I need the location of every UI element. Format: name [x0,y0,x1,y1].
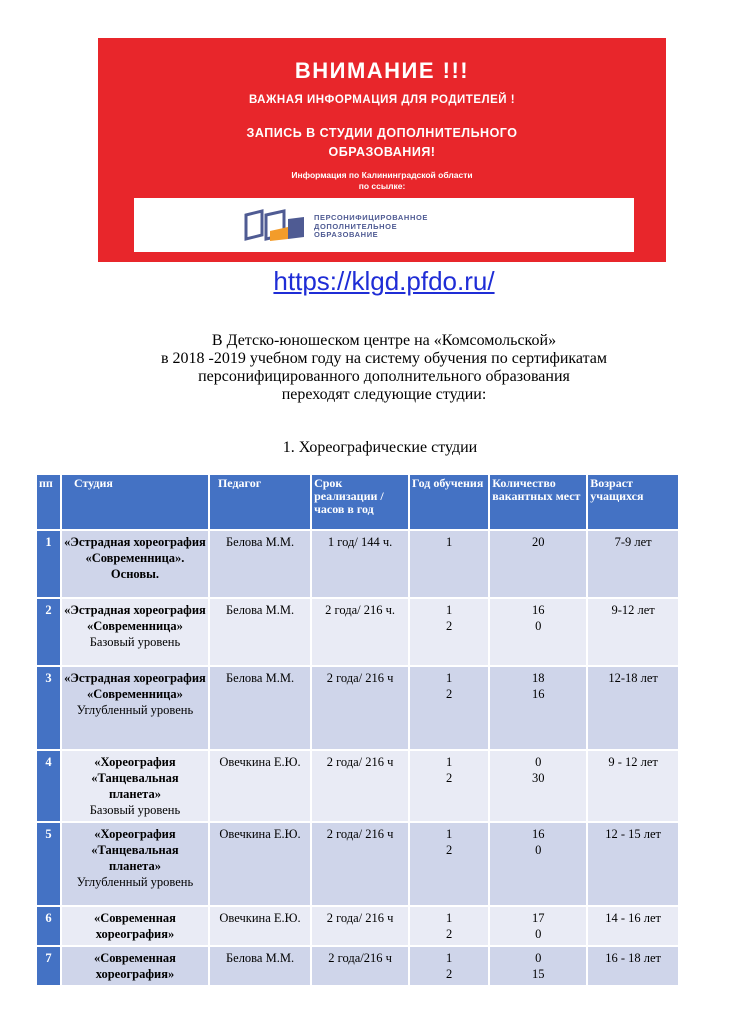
term-cell: 2 года/ 216 ч. [312,599,408,665]
table-row [37,531,678,597]
table-header-row [37,475,678,529]
year-cell [410,751,488,821]
studio-cell [62,907,208,945]
studio-level: Базовый уровень [89,635,181,649]
table-row [37,907,678,945]
age-cell: 14 - 16 лет [588,907,678,945]
term-cell: 2 года/216 ч [312,947,408,985]
logo-line1: ПЕРСОНИФИЦИРОВАННОЕ [314,213,429,222]
studio-name: «Современная хореография» [93,911,176,941]
studio-level: Базовый уровень [89,803,181,817]
age-cell: 9-12 лет [588,599,678,665]
places-value: 0 [535,843,542,857]
row-number: 1 [37,531,60,597]
year-value: 2 [446,687,453,701]
places-cell [490,667,586,749]
header-year: Год обучения [410,475,488,529]
header-number: пп [37,475,60,529]
studio-name: «Эстрадная хореография «Современница» [64,603,206,633]
age-cell: 7-9 лет [588,531,678,597]
section-title: 1. Хореографические студии [282,439,478,456]
term-cell: 2 года/ 216 ч [312,907,408,945]
row-number: 7 [37,947,60,985]
table-row [37,947,678,985]
logo-line2: ДОПОЛНИТЕЛЬНОЕ [314,221,398,231]
places-value: 0 [535,619,542,633]
teacher-cell: Белова М.М. [210,531,310,597]
studios-table [35,473,680,987]
places-value: 0 [535,927,542,941]
row-number: 3 [37,667,60,749]
header-teacher: Педагог [210,475,310,529]
table-row [37,599,678,665]
year-value: 2 [446,967,453,981]
studio-name: «Хореография «Танцевальная планета» [91,827,179,873]
studio-level: Углубленный уровень [76,875,194,889]
teacher-cell: Белова М.М. [210,667,310,749]
year-cell [410,531,488,597]
studio-cell [62,667,208,749]
age-cell: 12 - 15 лет [588,823,678,905]
pfdo-logo-box [134,198,634,252]
places-value: 17 [531,911,545,925]
banner-title: ВНИМАНИЕ !!! [294,58,470,83]
year-cell [410,947,488,985]
intro-line1: В Детско-юношеском центре на «Комсомольской» [211,332,557,349]
logo-line3: ОБРАЗОВАНИЕ [314,230,379,239]
teacher-cell: Белова М.М. [210,599,310,665]
year-value: 2 [446,843,453,857]
studio-level: Углубленный уровень [76,703,194,717]
studio-cell [62,531,208,597]
banner-region-line1: Информация по Калининградской области [291,170,473,180]
places-value: 15 [531,967,545,981]
table-row [37,751,678,821]
studio-name: «Эстрадная хореография «Современница». Основы. [64,535,206,581]
studio-cell [62,599,208,665]
term-cell: 2 года/ 216 ч [312,667,408,749]
places-cell [490,751,586,821]
intro-paragraph [0,332,738,404]
places-value: 18 [531,671,545,685]
teacher-cell: Овечкина Е.Ю. [210,907,310,945]
age-cell: 9 - 12 лет [588,751,678,821]
pfdo-logo-text [314,214,428,240]
row-number: 5 [37,823,60,905]
places-cell [490,599,586,665]
year-value: 1 [446,911,453,925]
places-value: 0 [535,755,542,769]
header-term: Срок реализации /часов в год [312,475,408,529]
studio-name: «Хореография «Танцевальная планета» [91,755,179,801]
row-number: 2 [37,599,60,665]
banner-enrollment-line1: ЗАПИСЬ В СТУДИИ ДОПОЛНИТЕЛЬНОГО [246,126,518,140]
banner-region-line2: по ссылке: [358,181,406,191]
year-value: 1 [446,755,453,769]
year-value: 1 [446,827,453,841]
age-cell: 12-18 лет [588,667,678,749]
intro-line3: персонифицированного дополнительного образования [198,368,570,385]
year-value: 2 [446,619,453,633]
age-cell: 16 - 18 лет [588,947,678,985]
year-value: 1 [446,603,453,617]
term-cell: 2 года/ 216 ч [312,751,408,821]
table-row [37,823,678,905]
year-cell [410,823,488,905]
row-number: 6 [37,907,60,945]
table-row [37,667,678,749]
teacher-cell: Белова М.М. [210,947,310,985]
teacher-cell: Овечкина Е.Ю. [210,823,310,905]
year-value: 1 [446,671,453,685]
year-cell [410,599,488,665]
banner-enrollment-text [98,124,666,162]
places-value: 16 [531,603,545,617]
pfdo-logo-icon [244,209,306,243]
attention-banner [98,38,666,262]
banner-region-info [98,170,666,192]
places-cell [490,907,586,945]
places-value: 0 [535,951,542,965]
row-number: 4 [37,751,60,821]
places-value: 16 [531,687,545,701]
places-cell [490,823,586,905]
year-value: 1 [446,535,453,549]
term-cell: 1 год/ 144 ч. [312,531,408,597]
banner-important-info: ВАЖНАЯ ИНФОРМАЦИЯ ДЛЯ РОДИТЕЛЕЙ ! [248,94,516,106]
studio-name: «Эстрадная хореография «Современница» [64,671,206,701]
places-cell [490,531,586,597]
year-value: 2 [446,771,453,785]
header-age: Возраст учащихся [588,475,678,529]
places-cell [490,947,586,985]
pfdo-link[interactable]: https://klgd.pfdo.ru/ [273,266,495,296]
year-value: 2 [446,927,453,941]
year-value: 1 [446,951,453,965]
studio-cell [62,751,208,821]
header-places: Количество вакантных мест [490,475,586,529]
year-cell [410,667,488,749]
intro-line4: переходят следующие студии: [281,386,487,403]
places-value: 20 [531,535,545,549]
teacher-cell: Овечкина Е.Ю. [210,751,310,821]
studio-cell [62,823,208,905]
studio-name: «Современная хореография» [93,951,176,981]
places-value: 30 [531,771,545,785]
banner-enrollment-line2: ОБРАЗОВАНИЯ! [328,145,436,159]
studio-cell [62,947,208,985]
intro-line2: в 2018 -2019 учебном году на систему обучения по сертификатам [160,350,608,367]
term-cell: 2 года/ 216 ч [312,823,408,905]
year-cell [410,907,488,945]
header-studio: Студия [62,475,208,529]
places-value: 16 [531,827,545,841]
